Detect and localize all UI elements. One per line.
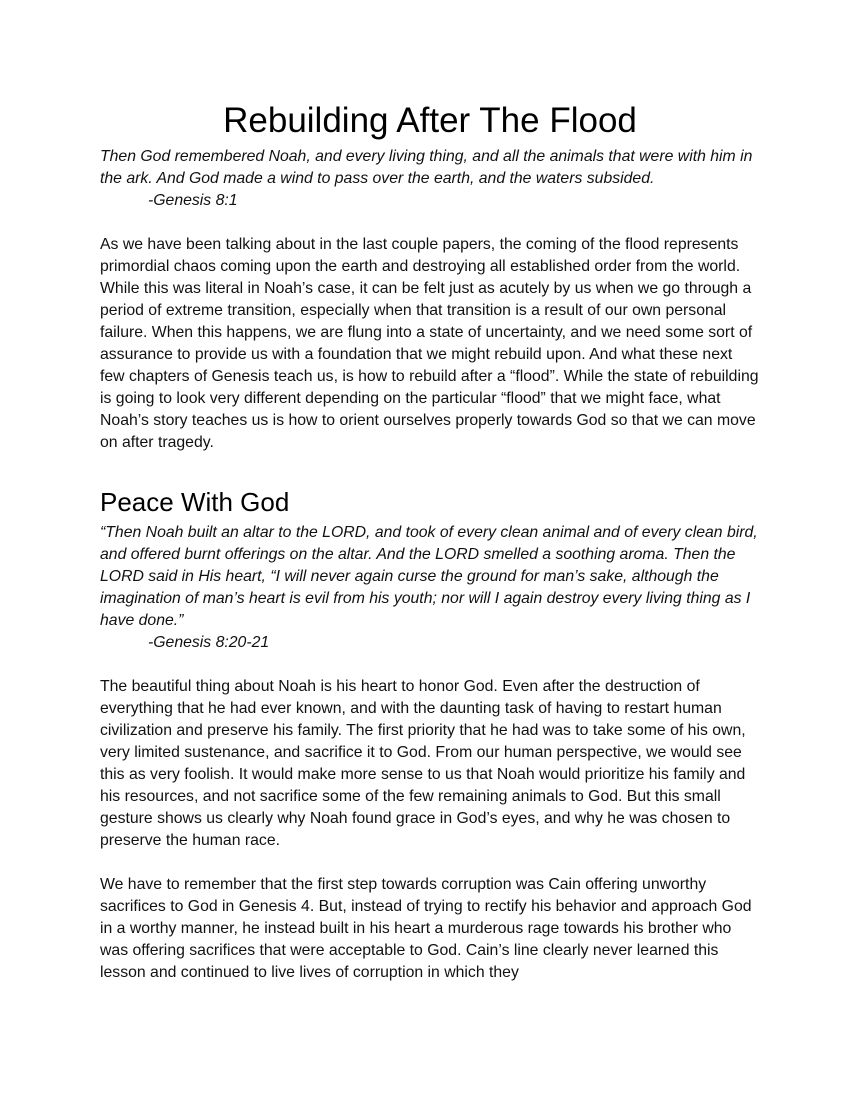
intro-reference: -Genesis 8:1 xyxy=(148,192,238,209)
spacer xyxy=(100,654,760,676)
section-reference: -Genesis 8:20-21 xyxy=(148,634,270,651)
spacer xyxy=(100,852,760,874)
spacer xyxy=(100,454,760,482)
section-heading: Peace With God xyxy=(100,487,290,517)
intro-paragraph: As we have been talking about in the last couple papers, the coming of the flood represents primordial chaos coming upon the earth and destroying all established order from the world. While this was literal in Noah’s case, it can be felt just as acutely by us when we go through a period of extreme transition, especially when that transition is a result of our own personal failure. When this happens, we are flung into a state of uncertainty, and we need some sort of assurance to provide us with a foundation that we might rebuild upon. And what these next few chapters of Genesis teach us, is how to rebuild after a “flood”. While the state of rebuilding is going to look very different depending on the particular “flood” that we might face, what Noah’s story teaches us is how to orient ourselves properly towards God so that we can move on after tragedy. xyxy=(100,236,759,451)
spacer xyxy=(100,212,760,234)
document-page xyxy=(100,96,760,984)
intro-quote: Then God remembered Noah, and every living thing, and all the animals that were with him in the ark. And God made a wind to pass over the earth, and the waters subsided. xyxy=(100,148,753,187)
document-title: Rebuilding After The Flood xyxy=(223,101,637,140)
body-paragraph-2: The beautiful thing about Noah is his heart to honor God. Even after the destruction of everything that he had ever known, and with the daunting task of having to restart human civilization and preserve his family. The first priority that he had was to take some of his own, very limited sustenance, and sacrifice it to God. From our human perspective, we would see this as very foolish. It would make more sense to us that Noah would prioritize his family and his resources, and not sacrifice some of the few remaining animals to God. But this small gesture shows us clearly why Noah found grace in God’s eyes, and why he was chosen to preserve the human race. xyxy=(100,678,746,849)
section-quote: “Then Noah built an altar to the LORD, and took of every clean animal and of every clean bird, and offered burnt offerings on the altar. And the LORD smelled a soothing aroma. Then the LORD said in His heart, “I will never again curse the ground for man’s sake, although the imagination of man’s heart is evil from his youth; nor will I again destroy every living thing as I have done.” xyxy=(100,524,758,629)
body-paragraph-3: We have to remember that the first step towards corruption was Cain offering unworthy sacrifices to God in Genesis 4. But, instead of trying to rectify his behavior and approach God in a worthy manner, he instead built in his heart a murderous rage towards his brother who was offering sacrifices that were acceptable to God. Cain’s line clearly never learned this lesson and continued to live lives of corruption in which they xyxy=(100,876,752,981)
